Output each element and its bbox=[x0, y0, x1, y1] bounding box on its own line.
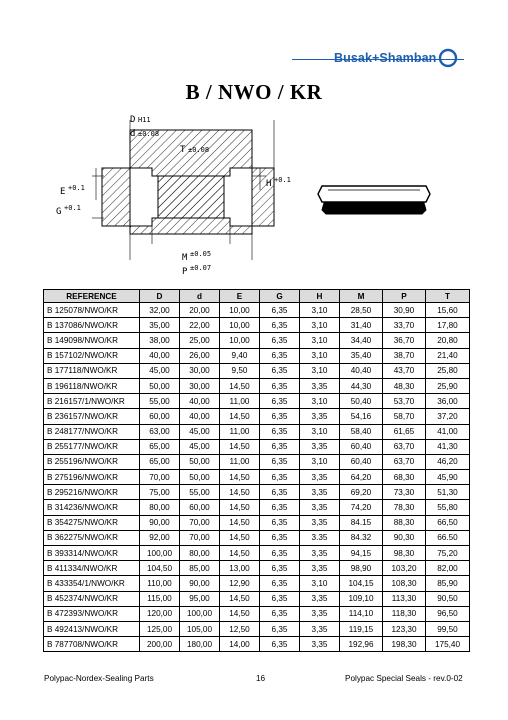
value-cell: 38,70 bbox=[383, 348, 426, 363]
value-cell: 3,10 bbox=[300, 424, 340, 439]
value-cell: 3.35 bbox=[300, 530, 340, 545]
reference-cell: B 196118/NWO/KR bbox=[44, 378, 140, 393]
value-cell: 66.50 bbox=[426, 530, 470, 545]
value-cell: 70,00 bbox=[140, 470, 180, 485]
value-cell: 85,00 bbox=[180, 561, 220, 576]
value-cell: 200,00 bbox=[140, 637, 180, 652]
value-cell: 3,10 bbox=[300, 333, 340, 348]
column-header: E bbox=[220, 290, 260, 303]
table-row bbox=[44, 606, 470, 621]
dim-T-tol: ±0.08 bbox=[188, 146, 210, 154]
value-cell: 120,00 bbox=[140, 606, 180, 621]
table-row bbox=[44, 637, 470, 652]
value-cell: 90,50 bbox=[426, 591, 470, 606]
value-cell: 15,60 bbox=[426, 303, 470, 318]
table-row bbox=[44, 470, 470, 485]
value-cell: 6,35 bbox=[260, 515, 300, 530]
value-cell: 114,10 bbox=[340, 606, 383, 621]
value-cell: 92,00 bbox=[140, 530, 180, 545]
value-cell: 175,40 bbox=[426, 637, 470, 652]
value-cell: 54,16 bbox=[340, 409, 383, 424]
value-cell: 110,00 bbox=[140, 576, 180, 591]
value-cell: 25,90 bbox=[426, 378, 470, 393]
value-cell: 63,70 bbox=[383, 439, 426, 454]
reference-cell: B 295216/NWO/KR bbox=[44, 485, 140, 500]
reference-cell: B 125078/NWO/KR bbox=[44, 303, 140, 318]
value-cell: 44,30 bbox=[340, 378, 383, 393]
reference-cell: B 787708/NWO/KR bbox=[44, 637, 140, 652]
brand-name: Busak+Shamban bbox=[334, 51, 437, 65]
value-cell: 3,35 bbox=[300, 637, 340, 652]
reference-cell: B 137086/NWO/KR bbox=[44, 318, 140, 333]
column-header: D bbox=[140, 290, 180, 303]
value-cell: 41,00 bbox=[426, 424, 470, 439]
table-row bbox=[44, 439, 470, 454]
table-row bbox=[44, 303, 470, 318]
value-cell: 14,50 bbox=[220, 439, 260, 454]
value-cell: 60,40 bbox=[340, 439, 383, 454]
reference-cell: B 472393/NWO/KR bbox=[44, 606, 140, 621]
table-row bbox=[44, 500, 470, 515]
value-cell: 55,00 bbox=[140, 394, 180, 409]
value-cell: 3,10 bbox=[300, 318, 340, 333]
reference-cell: B 492413/NWO/KR bbox=[44, 621, 140, 636]
value-cell: 35,40 bbox=[340, 348, 383, 363]
value-cell: 115,00 bbox=[140, 591, 180, 606]
value-cell: 98,90 bbox=[340, 561, 383, 576]
value-cell: 14,50 bbox=[220, 500, 260, 515]
value-cell: 65,00 bbox=[140, 439, 180, 454]
value-cell: 74,20 bbox=[340, 500, 383, 515]
value-cell: 33,70 bbox=[383, 318, 426, 333]
table-row bbox=[44, 561, 470, 576]
value-cell: 43,70 bbox=[383, 363, 426, 378]
value-cell: 78,30 bbox=[383, 500, 426, 515]
value-cell: 69,20 bbox=[340, 485, 383, 500]
value-cell: 80,00 bbox=[140, 500, 180, 515]
value-cell: 99,50 bbox=[426, 621, 470, 636]
value-cell: 11,00 bbox=[220, 394, 260, 409]
value-cell: 40,00 bbox=[180, 394, 220, 409]
value-cell: 85,90 bbox=[426, 576, 470, 591]
dim-E-label: E bbox=[60, 187, 66, 197]
value-cell: 61,65 bbox=[383, 424, 426, 439]
footer-right: Polypac Special Seals - rev.0-02 bbox=[345, 674, 463, 683]
value-cell: 14,50 bbox=[220, 606, 260, 621]
reference-cell: B 452374/NWO/KR bbox=[44, 591, 140, 606]
value-cell: 88,30 bbox=[383, 515, 426, 530]
reference-cell: B 314236/NWO/KR bbox=[44, 500, 140, 515]
reference-cell: B 362275/NWO/KR bbox=[44, 530, 140, 545]
value-cell: 14,50 bbox=[220, 546, 260, 561]
value-cell: 3,35 bbox=[300, 439, 340, 454]
value-cell: 38,00 bbox=[140, 333, 180, 348]
dim-E-tol: +0.1 bbox=[68, 184, 85, 192]
dim-D-label: D bbox=[130, 115, 136, 125]
value-cell: 26,00 bbox=[180, 348, 220, 363]
value-cell: 32,00 bbox=[140, 303, 180, 318]
value-cell: 40,00 bbox=[140, 348, 180, 363]
value-cell: 70,00 bbox=[180, 515, 220, 530]
reference-cell: B 433354/1/NWO/KR bbox=[44, 576, 140, 591]
value-cell: 104,50 bbox=[140, 561, 180, 576]
value-cell: 11,00 bbox=[220, 424, 260, 439]
value-cell: 3,35 bbox=[300, 561, 340, 576]
column-header: P bbox=[383, 290, 426, 303]
value-cell: 6,35 bbox=[260, 303, 300, 318]
column-header: G bbox=[260, 290, 300, 303]
value-cell: 6,35 bbox=[260, 621, 300, 636]
value-cell: 105,00 bbox=[180, 621, 220, 636]
value-cell: 36,70 bbox=[383, 333, 426, 348]
value-cell: 3,35 bbox=[300, 378, 340, 393]
value-cell: 25,00 bbox=[180, 333, 220, 348]
value-cell: 6,35 bbox=[260, 591, 300, 606]
reference-cell: B 157102/NWO/KR bbox=[44, 348, 140, 363]
value-cell: 50,00 bbox=[180, 454, 220, 469]
table-row bbox=[44, 576, 470, 591]
value-cell: 6,35 bbox=[260, 318, 300, 333]
value-cell: 90,00 bbox=[180, 576, 220, 591]
table-row bbox=[44, 348, 470, 363]
value-cell: 14,50 bbox=[220, 470, 260, 485]
value-cell: 3,35 bbox=[300, 591, 340, 606]
table-row bbox=[44, 591, 470, 606]
value-cell: 3,35 bbox=[300, 470, 340, 485]
value-cell: 14,50 bbox=[220, 378, 260, 393]
value-cell: 14,50 bbox=[220, 485, 260, 500]
value-cell: 63,70 bbox=[383, 454, 426, 469]
value-cell: 3,10 bbox=[300, 454, 340, 469]
value-cell: 6,35 bbox=[260, 394, 300, 409]
column-header: H bbox=[300, 290, 340, 303]
value-cell: 13,00 bbox=[220, 561, 260, 576]
table-row bbox=[44, 621, 470, 636]
brand-logo bbox=[334, 48, 458, 68]
groove-drawing bbox=[52, 110, 302, 280]
dim-P-label: P bbox=[182, 267, 188, 277]
column-header: T bbox=[426, 290, 470, 303]
value-cell: 84.15 bbox=[340, 515, 383, 530]
value-cell: 6,35 bbox=[260, 333, 300, 348]
value-cell: 22,00 bbox=[180, 318, 220, 333]
value-cell: 123,30 bbox=[383, 621, 426, 636]
value-cell: 10,00 bbox=[220, 318, 260, 333]
value-cell: 94,15 bbox=[340, 546, 383, 561]
value-cell: 82,00 bbox=[426, 561, 470, 576]
value-cell: 180,00 bbox=[180, 637, 220, 652]
value-cell: 75,20 bbox=[426, 546, 470, 561]
value-cell: 6,35 bbox=[260, 485, 300, 500]
value-cell: 3,10 bbox=[300, 348, 340, 363]
value-cell: 36,00 bbox=[426, 394, 470, 409]
value-cell: 46,20 bbox=[426, 454, 470, 469]
value-cell: 73,30 bbox=[383, 485, 426, 500]
column-header: REFERENCE bbox=[44, 290, 140, 303]
value-cell: 6,35 bbox=[260, 500, 300, 515]
value-cell: 75,00 bbox=[140, 485, 180, 500]
reference-cell: B 354275/NWO/KR bbox=[44, 515, 140, 530]
value-cell: 41,30 bbox=[426, 439, 470, 454]
value-cell: 9,40 bbox=[220, 348, 260, 363]
value-cell: 6,35 bbox=[260, 363, 300, 378]
value-cell: 14,50 bbox=[220, 591, 260, 606]
reference-cell: B 236157/NWO/KR bbox=[44, 409, 140, 424]
value-cell: 65,00 bbox=[140, 454, 180, 469]
value-cell: 80,00 bbox=[180, 546, 220, 561]
value-cell: 103,20 bbox=[383, 561, 426, 576]
value-cell: 30,90 bbox=[383, 303, 426, 318]
dim-H-tol: +0.1 bbox=[274, 176, 291, 184]
reference-cell: B 411334/NWO/KR bbox=[44, 561, 140, 576]
value-cell: 3,10 bbox=[300, 576, 340, 591]
value-cell: 104,15 bbox=[340, 576, 383, 591]
value-cell: 70,00 bbox=[180, 530, 220, 545]
value-cell: 30,00 bbox=[180, 363, 220, 378]
value-cell: 58,40 bbox=[340, 424, 383, 439]
value-cell: 21,40 bbox=[426, 348, 470, 363]
value-cell: 25,80 bbox=[426, 363, 470, 378]
value-cell: 12,50 bbox=[220, 621, 260, 636]
value-cell: 113,30 bbox=[383, 591, 426, 606]
value-cell: 6,35 bbox=[260, 546, 300, 561]
reference-cell: B 216157/1/NWO/KR bbox=[44, 394, 140, 409]
value-cell: 90,30 bbox=[383, 530, 426, 545]
value-cell: 96,50 bbox=[426, 606, 470, 621]
value-cell: 50,00 bbox=[180, 470, 220, 485]
value-cell: 50,40 bbox=[340, 394, 383, 409]
value-cell: 34,40 bbox=[340, 333, 383, 348]
reference-cell: B 255196/NWO/KR bbox=[44, 454, 140, 469]
value-cell: 3,35 bbox=[300, 500, 340, 515]
value-cell: 6,35 bbox=[260, 576, 300, 591]
table-header-row bbox=[44, 290, 470, 303]
brand-circle-icon bbox=[438, 48, 458, 68]
value-cell: 3,10 bbox=[300, 394, 340, 409]
value-cell: 17,80 bbox=[426, 318, 470, 333]
value-cell: 31,40 bbox=[340, 318, 383, 333]
dim-P-tol: ±0.07 bbox=[190, 264, 212, 272]
value-cell: 6,35 bbox=[260, 378, 300, 393]
value-cell: 118,30 bbox=[383, 606, 426, 621]
value-cell: 3,35 bbox=[300, 515, 340, 530]
dim-G-label: G bbox=[56, 207, 62, 217]
value-cell: 50,00 bbox=[140, 378, 180, 393]
value-cell: 45,00 bbox=[140, 363, 180, 378]
value-cell: 12,90 bbox=[220, 576, 260, 591]
value-cell: 55,80 bbox=[426, 500, 470, 515]
shaft-section bbox=[158, 176, 224, 218]
value-cell: 48,30 bbox=[383, 378, 426, 393]
value-cell: 40,40 bbox=[340, 363, 383, 378]
value-cell: 35,00 bbox=[140, 318, 180, 333]
value-cell: 45,00 bbox=[180, 439, 220, 454]
table-row bbox=[44, 363, 470, 378]
dim-G-tol: +0.1 bbox=[64, 204, 81, 212]
value-cell: 6,35 bbox=[260, 530, 300, 545]
value-cell: 45,00 bbox=[180, 424, 220, 439]
table-row bbox=[44, 530, 470, 545]
dim-D-tol: H11 bbox=[138, 116, 151, 124]
value-cell: 66,50 bbox=[426, 515, 470, 530]
value-cell: 6,35 bbox=[260, 637, 300, 652]
value-cell: 14,00 bbox=[220, 637, 260, 652]
value-cell: 55,00 bbox=[180, 485, 220, 500]
table-row bbox=[44, 318, 470, 333]
dim-T-label: T bbox=[180, 145, 186, 155]
value-cell: 100,00 bbox=[140, 546, 180, 561]
value-cell: 14,50 bbox=[220, 409, 260, 424]
table-row bbox=[44, 485, 470, 500]
value-cell: 6,35 bbox=[260, 424, 300, 439]
table-row bbox=[44, 546, 470, 561]
reference-cell: B 275196/NWO/KR bbox=[44, 470, 140, 485]
value-cell: 60,40 bbox=[340, 454, 383, 469]
value-cell: 100,00 bbox=[180, 606, 220, 621]
value-cell: 192,96 bbox=[340, 637, 383, 652]
value-cell: 119,15 bbox=[340, 621, 383, 636]
value-cell: 6,35 bbox=[260, 561, 300, 576]
value-cell: 37,20 bbox=[426, 409, 470, 424]
dim-d-label: d bbox=[130, 129, 136, 139]
table-row bbox=[44, 333, 470, 348]
reference-cell: B 177118/NWO/KR bbox=[44, 363, 140, 378]
value-cell: 109,10 bbox=[340, 591, 383, 606]
value-cell: 6,35 bbox=[260, 409, 300, 424]
dim-M-label: M bbox=[182, 253, 188, 263]
page-title: B / NWO / KR bbox=[185, 80, 323, 104]
value-cell: 64,20 bbox=[340, 470, 383, 485]
value-cell: 125,00 bbox=[140, 621, 180, 636]
value-cell: 98,30 bbox=[383, 546, 426, 561]
value-cell: 198,30 bbox=[383, 637, 426, 652]
footer-page-number: 16 bbox=[256, 674, 266, 683]
value-cell: 3,35 bbox=[300, 606, 340, 621]
value-cell: 84.32 bbox=[340, 530, 383, 545]
value-cell: 63,00 bbox=[140, 424, 180, 439]
value-cell: 28,50 bbox=[340, 303, 383, 318]
reference-cell: B 149098/NWO/KR bbox=[44, 333, 140, 348]
table-row bbox=[44, 394, 470, 409]
value-cell: 10,00 bbox=[220, 303, 260, 318]
reference-cell: B 255177/NWO/KR bbox=[44, 439, 140, 454]
value-cell: 95,00 bbox=[180, 591, 220, 606]
reference-cell: B 393314/NWO/KR bbox=[44, 546, 140, 561]
value-cell: 3,35 bbox=[300, 621, 340, 636]
value-cell: 3,10 bbox=[300, 363, 340, 378]
value-cell: 90,00 bbox=[140, 515, 180, 530]
value-cell: 14,50 bbox=[220, 515, 260, 530]
value-cell: 108,30 bbox=[383, 576, 426, 591]
dim-d-tol: ±0.08 bbox=[138, 130, 160, 138]
value-cell: 20,00 bbox=[180, 303, 220, 318]
dim-M-tol: ±0.05 bbox=[190, 250, 212, 258]
value-cell: 20,80 bbox=[426, 333, 470, 348]
column-header: M bbox=[340, 290, 383, 303]
table-row bbox=[44, 424, 470, 439]
value-cell: 14,50 bbox=[220, 530, 260, 545]
value-cell: 6,35 bbox=[260, 348, 300, 363]
value-cell: 6,35 bbox=[260, 470, 300, 485]
table-row bbox=[44, 515, 470, 530]
value-cell: 3,35 bbox=[300, 409, 340, 424]
value-cell: 45,90 bbox=[426, 470, 470, 485]
value-cell: 58,70 bbox=[383, 409, 426, 424]
value-cell: 68,30 bbox=[383, 470, 426, 485]
value-cell: 10,00 bbox=[220, 333, 260, 348]
value-cell: 3,35 bbox=[300, 546, 340, 561]
value-cell: 9,50 bbox=[220, 363, 260, 378]
value-cell: 6,35 bbox=[260, 606, 300, 621]
seal-profile-drawing bbox=[314, 182, 434, 216]
value-cell: 30,00 bbox=[180, 378, 220, 393]
value-cell: 53,70 bbox=[383, 394, 426, 409]
value-cell: 11,00 bbox=[220, 454, 260, 469]
value-cell: 40,00 bbox=[180, 409, 220, 424]
table-row bbox=[44, 378, 470, 393]
reference-cell: B 248177/NWO/KR bbox=[44, 424, 140, 439]
table-row bbox=[44, 409, 470, 424]
dim-H-label: H bbox=[266, 179, 272, 189]
table-row bbox=[44, 454, 470, 469]
value-cell: 6,35 bbox=[260, 454, 300, 469]
value-cell: 6,35 bbox=[260, 439, 300, 454]
footer-left: Polypac-Nordex-Sealing Parts bbox=[44, 674, 154, 683]
seal-spec-table bbox=[43, 289, 470, 652]
value-cell: 60,00 bbox=[180, 500, 220, 515]
value-cell: 60,00 bbox=[140, 409, 180, 424]
value-cell: 3,35 bbox=[300, 485, 340, 500]
value-cell: 3,10 bbox=[300, 303, 340, 318]
column-header: d bbox=[180, 290, 220, 303]
value-cell: 51,30 bbox=[426, 485, 470, 500]
